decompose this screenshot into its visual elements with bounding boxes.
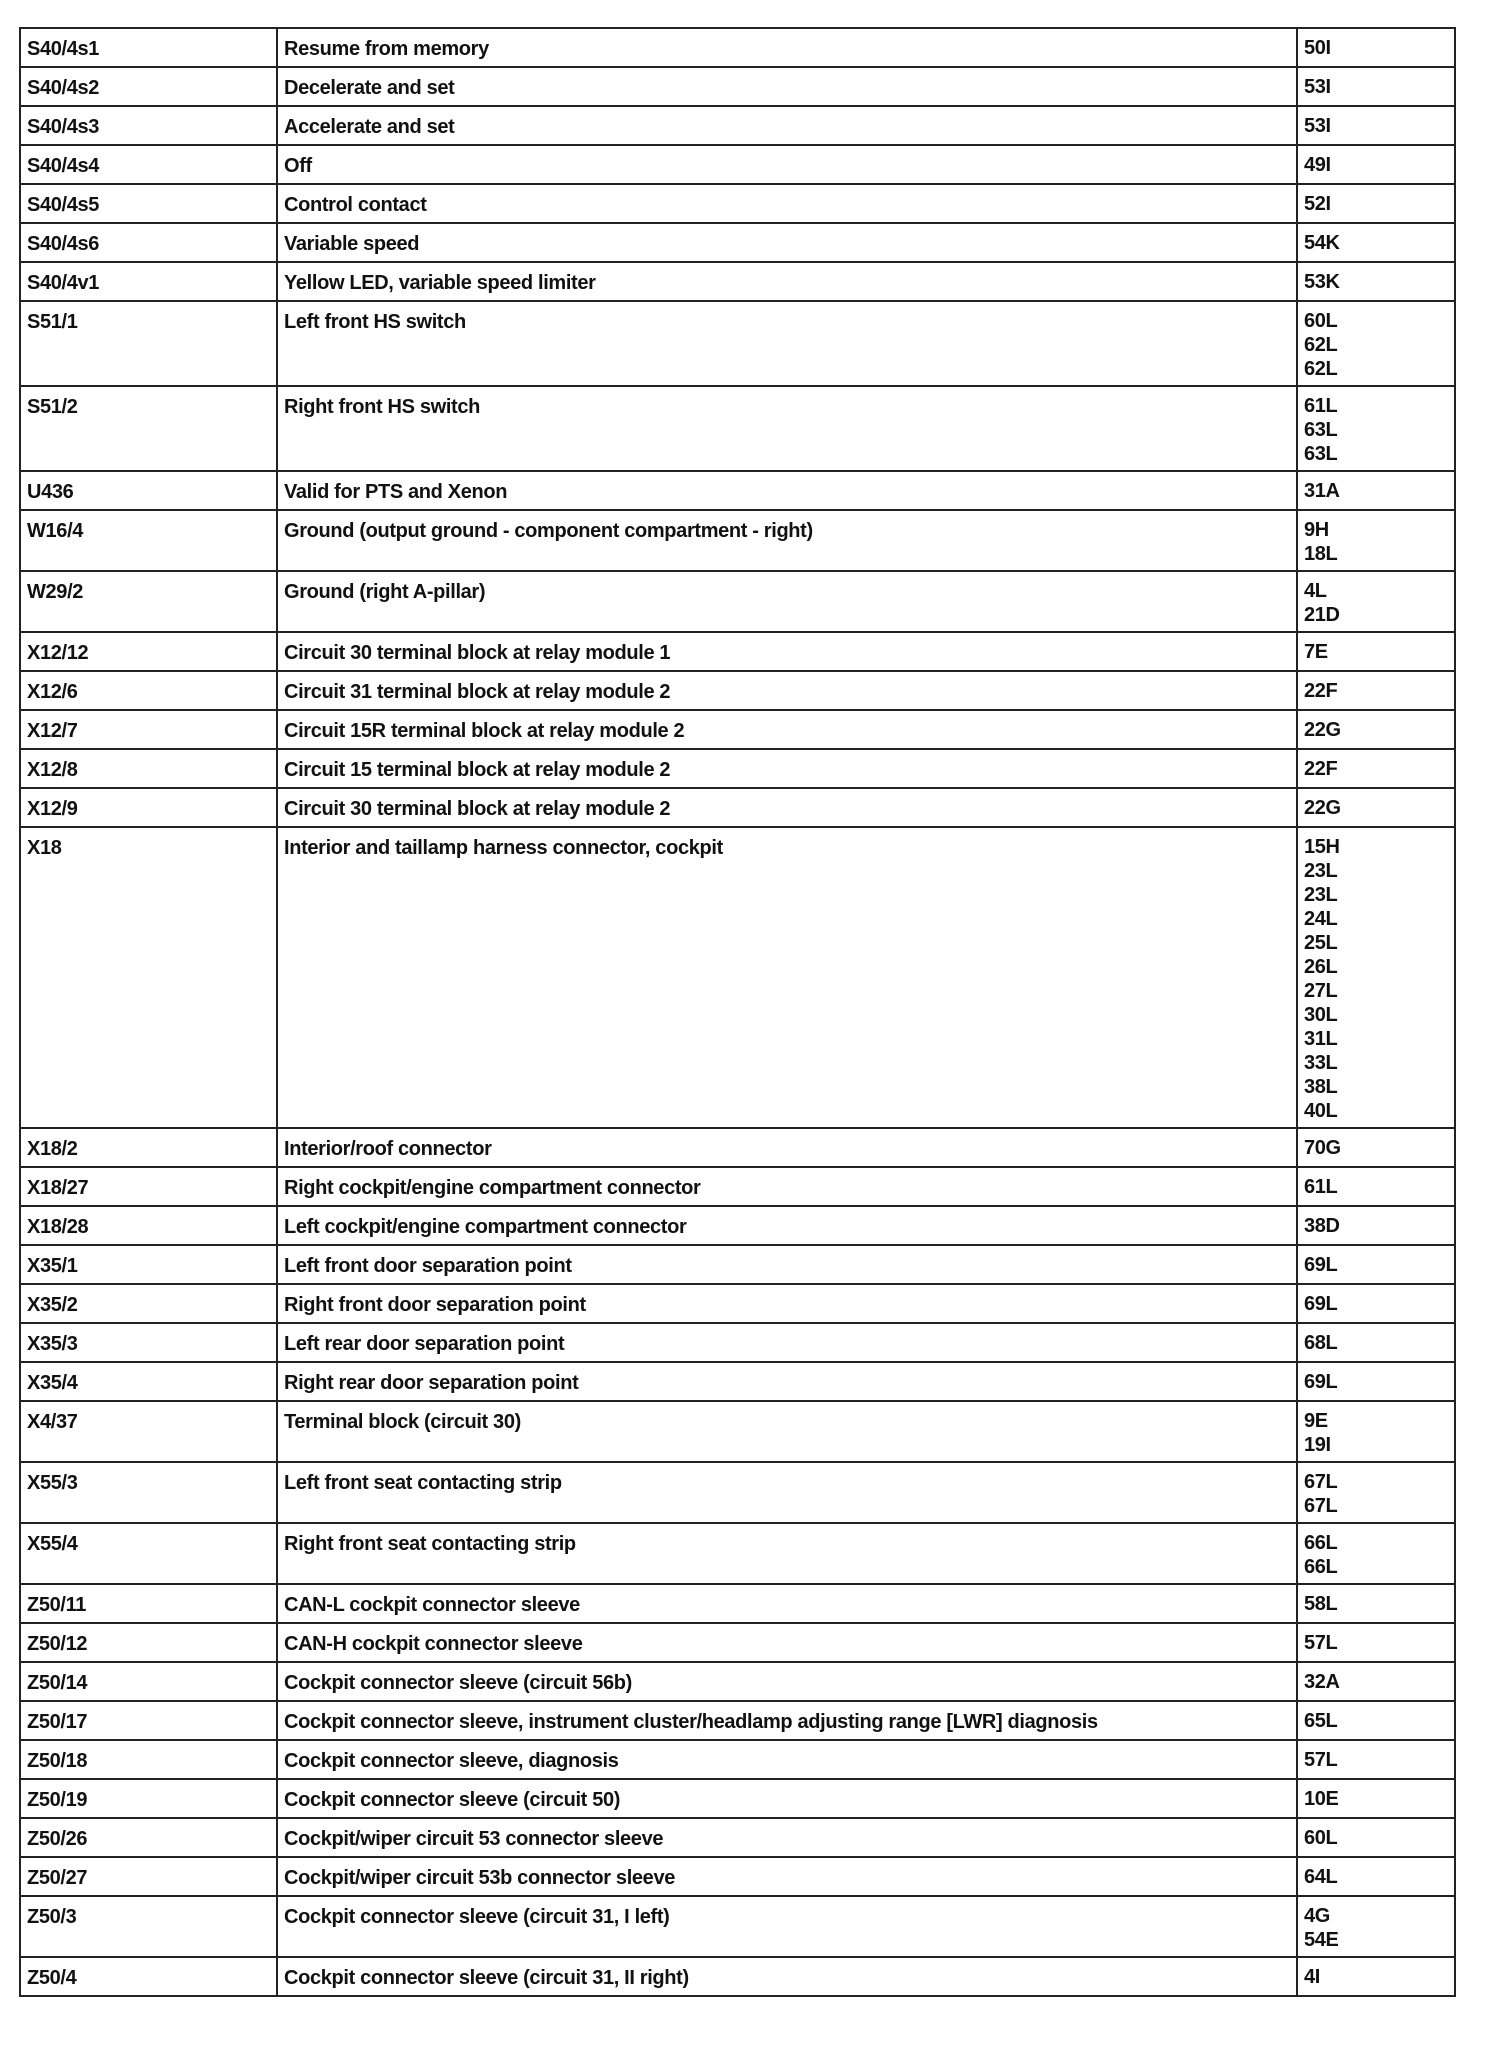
component-code-cell: X18/2: [20, 1128, 277, 1167]
grid-reference: 31A: [1304, 480, 1340, 502]
grid-reference-cell: [1297, 788, 1455, 827]
grid-reference: 52I: [1304, 193, 1331, 215]
grid-reference: 60L: [1304, 1827, 1338, 1849]
grid-reference-cell: [1297, 1401, 1455, 1462]
component-description-cell: CAN-H cockpit connector sleeve: [277, 1623, 1297, 1662]
grid-reference: 22G: [1304, 797, 1341, 819]
grid-reference-cell: [1297, 1740, 1455, 1779]
grid-reference: 62L: [1304, 334, 1338, 356]
component-description-cell: Cockpit connector sleeve, instrument cluster/headlamp adjusting range [LWR] diagnosis: [277, 1701, 1297, 1740]
grid-reference-cell: [1297, 1818, 1455, 1857]
component-code-cell: Z50/11: [20, 1584, 277, 1623]
grid-reference-cell: [1297, 67, 1455, 106]
component-description-cell: Accelerate and set: [277, 106, 1297, 145]
component-code-cell: S40/4s2: [20, 67, 277, 106]
table-row: [20, 1206, 1455, 1245]
component-description-cell: Interior/roof connector: [277, 1128, 1297, 1167]
component-code-cell: Z50/4: [20, 1957, 277, 1996]
grid-reference: 24L: [1304, 908, 1338, 930]
component-description-cell: CAN-L cockpit connector sleeve: [277, 1584, 1297, 1623]
component-description-cell: Left front seat contacting strip: [277, 1462, 1297, 1523]
grid-reference: 69L: [1304, 1371, 1338, 1393]
table-row: [20, 710, 1455, 749]
grid-reference-cell: [1297, 106, 1455, 145]
component-description-cell: Right front HS switch: [277, 386, 1297, 471]
table-row: [20, 67, 1455, 106]
grid-reference-cell: [1297, 471, 1455, 510]
component-description-cell: Ground (right A-pillar): [277, 571, 1297, 632]
component-code-cell: X35/3: [20, 1323, 277, 1362]
grid-reference: 22F: [1304, 758, 1338, 780]
grid-reference: 53K: [1304, 271, 1340, 293]
component-description-cell: Valid for PTS and Xenon: [277, 471, 1297, 510]
grid-reference-cell: [1297, 510, 1455, 571]
grid-reference: 30L: [1304, 1004, 1338, 1026]
table-row: [20, 1584, 1455, 1623]
table-row: [20, 1167, 1455, 1206]
grid-reference: 66L: [1304, 1532, 1338, 1554]
component-code-cell: Z50/14: [20, 1662, 277, 1701]
table-row: [20, 28, 1455, 67]
table-row: [20, 1323, 1455, 1362]
component-code-cell: X12/6: [20, 671, 277, 710]
table-row: [20, 510, 1455, 571]
grid-reference: 54E: [1304, 1929, 1339, 1951]
table-row: [20, 1779, 1455, 1818]
grid-reference: 57L: [1304, 1749, 1338, 1771]
table-row: [20, 1245, 1455, 1284]
grid-reference: 19I: [1304, 1434, 1331, 1456]
grid-reference: 4I: [1304, 1966, 1320, 1988]
component-code-cell: X12/12: [20, 632, 277, 671]
component-code-cell: X12/7: [20, 710, 277, 749]
grid-reference: 53I: [1304, 76, 1331, 98]
component-code-cell: Z50/27: [20, 1857, 277, 1896]
grid-reference-cell: [1297, 1462, 1455, 1523]
grid-reference: 63L: [1304, 443, 1338, 465]
grid-reference: 65L: [1304, 1710, 1338, 1732]
component-description-cell: Left cockpit/engine compartment connector: [277, 1206, 1297, 1245]
grid-reference-cell: [1297, 1662, 1455, 1701]
table-row: [20, 301, 1455, 386]
component-code-cell: S40/4s1: [20, 28, 277, 67]
component-code-cell: X35/2: [20, 1284, 277, 1323]
component-description-cell: Cockpit/wiper circuit 53b connector sleeve: [277, 1857, 1297, 1896]
component-description-cell: Right cockpit/engine compartment connector: [277, 1167, 1297, 1206]
component-code-cell: X55/3: [20, 1462, 277, 1523]
grid-reference: 54K: [1304, 232, 1340, 254]
grid-reference: 58L: [1304, 1593, 1338, 1615]
component-description-cell: Yellow LED, variable speed limiter: [277, 262, 1297, 301]
component-code-cell: U436: [20, 471, 277, 510]
grid-reference: 15H: [1304, 836, 1340, 858]
grid-reference: 27L: [1304, 980, 1338, 1002]
component-description-cell: Resume from memory: [277, 28, 1297, 67]
component-code-cell: S40/4s4: [20, 145, 277, 184]
table-row: [20, 788, 1455, 827]
grid-reference: 69L: [1304, 1254, 1338, 1276]
table-row: [20, 386, 1455, 471]
table-row: [20, 1523, 1455, 1584]
grid-reference-cell: [1297, 145, 1455, 184]
component-code-cell: X12/8: [20, 749, 277, 788]
grid-reference-cell: [1297, 1167, 1455, 1206]
grid-reference: 49I: [1304, 154, 1331, 176]
grid-reference: 50I: [1304, 37, 1331, 59]
table-row: [20, 1662, 1455, 1701]
grid-reference: 4G: [1304, 1905, 1330, 1927]
grid-reference-cell: [1297, 1128, 1455, 1167]
grid-reference-cell: [1297, 749, 1455, 788]
component-description-cell: Left front HS switch: [277, 301, 1297, 386]
grid-reference-cell: [1297, 1957, 1455, 1996]
grid-reference-cell: [1297, 1206, 1455, 1245]
table-row: [20, 1623, 1455, 1662]
table-row: [20, 1284, 1455, 1323]
grid-reference: 22G: [1304, 719, 1341, 741]
table-row: [20, 262, 1455, 301]
table-row: [20, 184, 1455, 223]
table-row: [20, 749, 1455, 788]
component-legend-sheet: [19, 27, 1454, 1997]
grid-reference-cell: [1297, 1779, 1455, 1818]
component-description-cell: Cockpit/wiper circuit 53 connector sleeve: [277, 1818, 1297, 1857]
component-code-cell: Z50/12: [20, 1623, 277, 1662]
grid-reference: 64L: [1304, 1866, 1338, 1888]
grid-reference-cell: [1297, 671, 1455, 710]
component-description-cell: Control contact: [277, 184, 1297, 223]
grid-reference-cell: [1297, 1896, 1455, 1957]
component-description-cell: Circuit 30 terminal block at relay module 2: [277, 788, 1297, 827]
grid-reference-cell: [1297, 1362, 1455, 1401]
grid-reference: 23L: [1304, 884, 1338, 906]
component-code-cell: X35/1: [20, 1245, 277, 1284]
component-code-cell: Z50/19: [20, 1779, 277, 1818]
grid-reference-cell: [1297, 1323, 1455, 1362]
grid-reference-cell: [1297, 632, 1455, 671]
grid-reference: 31L: [1304, 1028, 1338, 1050]
component-code-cell: S40/4s5: [20, 184, 277, 223]
grid-reference: 10E: [1304, 1788, 1339, 1810]
grid-reference: 38D: [1304, 1215, 1340, 1237]
component-code-cell: X18/27: [20, 1167, 277, 1206]
legend-table-body: [20, 28, 1455, 1996]
grid-reference-cell: [1297, 1523, 1455, 1584]
component-description-cell: Off: [277, 145, 1297, 184]
grid-reference: 67L: [1304, 1495, 1338, 1517]
table-row: [20, 1362, 1455, 1401]
grid-reference: 23L: [1304, 860, 1338, 882]
grid-reference: 68L: [1304, 1332, 1338, 1354]
component-code-cell: S40/4s6: [20, 223, 277, 262]
component-code-cell: X12/9: [20, 788, 277, 827]
table-row: [20, 632, 1455, 671]
table-row: [20, 1957, 1455, 1996]
component-description-cell: Cockpit connector sleeve (circuit 31, II right): [277, 1957, 1297, 1996]
grid-reference-cell: [1297, 571, 1455, 632]
table-row: [20, 1701, 1455, 1740]
grid-reference-cell: [1297, 1284, 1455, 1323]
grid-reference-cell: [1297, 223, 1455, 262]
grid-reference: 33L: [1304, 1052, 1338, 1074]
component-code-cell: X55/4: [20, 1523, 277, 1584]
component-code-cell: Z50/18: [20, 1740, 277, 1779]
table-row: [20, 671, 1455, 710]
grid-reference: 25L: [1304, 932, 1338, 954]
grid-reference: 18L: [1304, 543, 1338, 565]
component-code-cell: Z50/3: [20, 1896, 277, 1957]
grid-reference-cell: [1297, 1857, 1455, 1896]
table-row: [20, 827, 1455, 1128]
component-description-cell: Variable speed: [277, 223, 1297, 262]
grid-reference: 32A: [1304, 1671, 1340, 1693]
table-row: [20, 1818, 1455, 1857]
component-description-cell: Circuit 31 terminal block at relay module 2: [277, 671, 1297, 710]
grid-reference: 69L: [1304, 1293, 1338, 1315]
grid-reference-cell: [1297, 386, 1455, 471]
grid-reference-cell: [1297, 1701, 1455, 1740]
grid-reference: 7E: [1304, 641, 1328, 663]
component-description-cell: Left front door separation point: [277, 1245, 1297, 1284]
table-row: [20, 223, 1455, 262]
component-description-cell: Circuit 15 terminal block at relay module 2: [277, 749, 1297, 788]
component-description-cell: Decelerate and set: [277, 67, 1297, 106]
component-description-cell: Cockpit connector sleeve, diagnosis: [277, 1740, 1297, 1779]
component-code-cell: Z50/26: [20, 1818, 277, 1857]
grid-reference-cell: [1297, 710, 1455, 749]
component-code-cell: X35/4: [20, 1362, 277, 1401]
grid-reference: 61L: [1304, 395, 1338, 417]
table-row: [20, 106, 1455, 145]
grid-reference: 62L: [1304, 358, 1338, 380]
component-code-cell: S40/4s3: [20, 106, 277, 145]
grid-reference: 26L: [1304, 956, 1338, 978]
component-description-cell: Left rear door separation point: [277, 1323, 1297, 1362]
grid-reference: 21D: [1304, 604, 1340, 626]
grid-reference-cell: [1297, 301, 1455, 386]
component-code-cell: S51/2: [20, 386, 277, 471]
component-description-cell: Terminal block (circuit 30): [277, 1401, 1297, 1462]
component-code-cell: S51/1: [20, 301, 277, 386]
grid-reference: 53I: [1304, 115, 1331, 137]
table-row: [20, 1896, 1455, 1957]
grid-reference: 61L: [1304, 1176, 1338, 1198]
grid-reference: 57L: [1304, 1632, 1338, 1654]
table-row: [20, 1740, 1455, 1779]
table-row: [20, 1401, 1455, 1462]
grid-reference: 40L: [1304, 1100, 1338, 1122]
component-description-cell: Circuit 15R terminal block at relay module 2: [277, 710, 1297, 749]
component-description-cell: Right front seat contacting strip: [277, 1523, 1297, 1584]
component-code-cell: W29/2: [20, 571, 277, 632]
table-row: [20, 145, 1455, 184]
grid-reference: 67L: [1304, 1471, 1338, 1493]
grid-reference: 9H: [1304, 519, 1329, 541]
table-row: [20, 1128, 1455, 1167]
grid-reference: 4L: [1304, 580, 1327, 602]
grid-reference: 70G: [1304, 1137, 1341, 1159]
grid-reference-cell: [1297, 1584, 1455, 1623]
grid-reference: 63L: [1304, 419, 1338, 441]
grid-reference-cell: [1297, 262, 1455, 301]
grid-reference: 9E: [1304, 1410, 1328, 1432]
grid-reference-cell: [1297, 28, 1455, 67]
component-description-cell: Cockpit connector sleeve (circuit 31, I left): [277, 1896, 1297, 1957]
component-description-cell: Right rear door separation point: [277, 1362, 1297, 1401]
table-row: [20, 1462, 1455, 1523]
table-row: [20, 571, 1455, 632]
component-code-cell: X4/37: [20, 1401, 277, 1462]
grid-reference: 66L: [1304, 1556, 1338, 1578]
grid-reference-cell: [1297, 827, 1455, 1128]
component-legend-table: [19, 27, 1456, 1997]
component-description-cell: Ground (output ground - component compartment - right): [277, 510, 1297, 571]
component-description-cell: Circuit 30 terminal block at relay module 1: [277, 632, 1297, 671]
grid-reference-cell: [1297, 1245, 1455, 1284]
grid-reference-cell: [1297, 184, 1455, 223]
component-code-cell: S40/4v1: [20, 262, 277, 301]
grid-reference: 38L: [1304, 1076, 1338, 1098]
component-description-cell: Cockpit connector sleeve (circuit 50): [277, 1779, 1297, 1818]
grid-reference: 60L: [1304, 310, 1338, 332]
component-code-cell: X18/28: [20, 1206, 277, 1245]
table-row: [20, 471, 1455, 510]
component-code-cell: Z50/17: [20, 1701, 277, 1740]
component-description-cell: Cockpit connector sleeve (circuit 56b): [277, 1662, 1297, 1701]
component-code-cell: X18: [20, 827, 277, 1128]
component-description-cell: Interior and taillamp harness connector, cockpit: [277, 827, 1297, 1128]
grid-reference: 22F: [1304, 680, 1338, 702]
grid-reference-cell: [1297, 1623, 1455, 1662]
component-description-cell: Right front door separation point: [277, 1284, 1297, 1323]
table-row: [20, 1857, 1455, 1896]
component-code-cell: W16/4: [20, 510, 277, 571]
